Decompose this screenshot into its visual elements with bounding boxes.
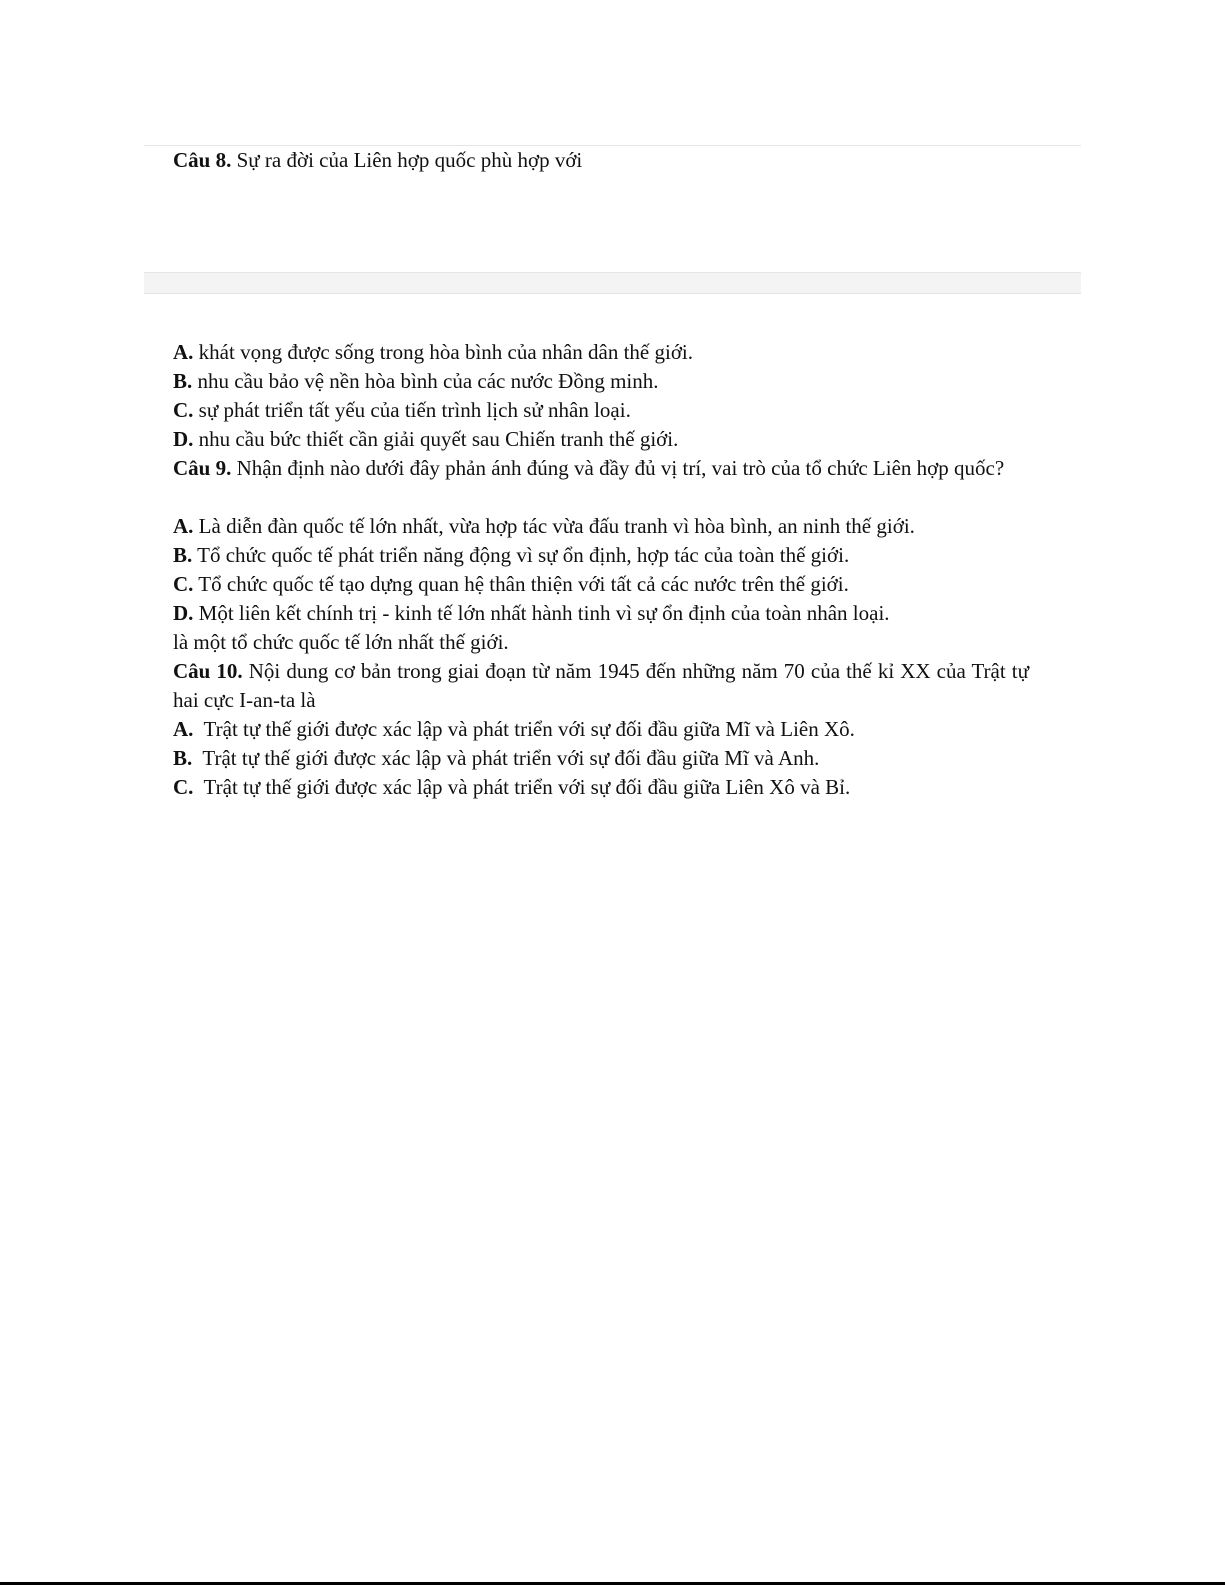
option-text: Trật tự thế giới được xác lập và phát triển với sự đối đầu giữa Mĩ và Liên Xô. [193, 717, 855, 741]
option-letter: D. [173, 601, 194, 625]
option-text: sự phát triển tất yếu của tiến trình lịch sử nhân loại. [193, 398, 631, 422]
option-letter: C. [173, 398, 194, 422]
option-letter: A. [173, 340, 194, 364]
q9-option-a [173, 512, 915, 541]
q9-option-c [173, 570, 849, 599]
option-text: Tổ chức quốc tế tạo dựng quan hệ thân thiện với tất cả các nước trên thế giới. [193, 572, 849, 596]
option-letter: B. [173, 543, 193, 567]
question-9-text: Nhận định nào dưới đây phản ánh đúng và đầy đủ vị trí, vai trò của tổ chức Liên hợp quốc? [231, 456, 1005, 480]
question-8-label: Câu 8. [173, 148, 232, 172]
option-text: Tổ chức quốc tế phát triển năng động vì sự ổn định, hợp tác của toàn thế giới. [192, 543, 850, 567]
option-letter: A. [173, 514, 194, 538]
option-letter: B. [173, 369, 193, 393]
option-text: Trật tự thế giới được xác lập và phát triển với sự đối đầu giữa Mĩ và Anh. [192, 746, 820, 770]
option-letter: B. [173, 746, 193, 770]
q10-option-c [173, 773, 850, 802]
option-letter: A. [173, 717, 194, 741]
option-text: Trật tự thế giới được xác lập và phát triển với sự đối đầu giữa Liên Xô và Bỉ. [193, 775, 851, 799]
option-text: Một liên kết chính trị - kinh tế lớn nhất hành tinh vì sự ổn định của toàn nhân loại. [193, 601, 890, 625]
question-10-text: Nội dung cơ bản trong giai đoạn từ năm 1945 đến những năm 70 của thế kỉ XX của Trật tự hai cực I-an-ta là [173, 659, 1029, 712]
question-10-label: Câu 10. [173, 659, 243, 683]
q9-option-d [173, 599, 890, 628]
option-text: khát vọng được sống trong hòa bình của nhân dân thế giới. [193, 340, 694, 364]
question-8-text: Sự ra đời của Liên hợp quốc phù hợp với [231, 148, 583, 172]
q8-option-c [173, 396, 631, 425]
q9-extra-note: là một tổ chức quốc tế lớn nhất thế giới. [173, 630, 509, 654]
q9-option-b [173, 541, 849, 570]
q8-option-a [173, 338, 693, 367]
q8-option-d [173, 425, 678, 454]
option-letter: D. [173, 427, 194, 451]
question-9-label: Câu 9. [173, 456, 232, 480]
q10-option-b [173, 744, 819, 773]
option-text: Là diễn đàn quốc tế lớn nhất, vừa hợp tác vừa đấu tranh vì hòa bình, an ninh thế giới. [193, 514, 915, 538]
question-9 [173, 454, 1029, 483]
question-8 [173, 146, 582, 175]
question-10 [173, 657, 1029, 715]
q8-option-b [173, 367, 659, 396]
separator-band [144, 272, 1081, 294]
q10-option-a [173, 715, 855, 744]
option-letter: C. [173, 775, 194, 799]
option-text: nhu cầu bức thiết cần giải quyết sau Chiến tranh thế giới. [193, 427, 679, 451]
option-text: nhu cầu bảo vệ nền hòa bình của các nước Đồng minh. [192, 369, 659, 393]
option-letter: C. [173, 572, 194, 596]
